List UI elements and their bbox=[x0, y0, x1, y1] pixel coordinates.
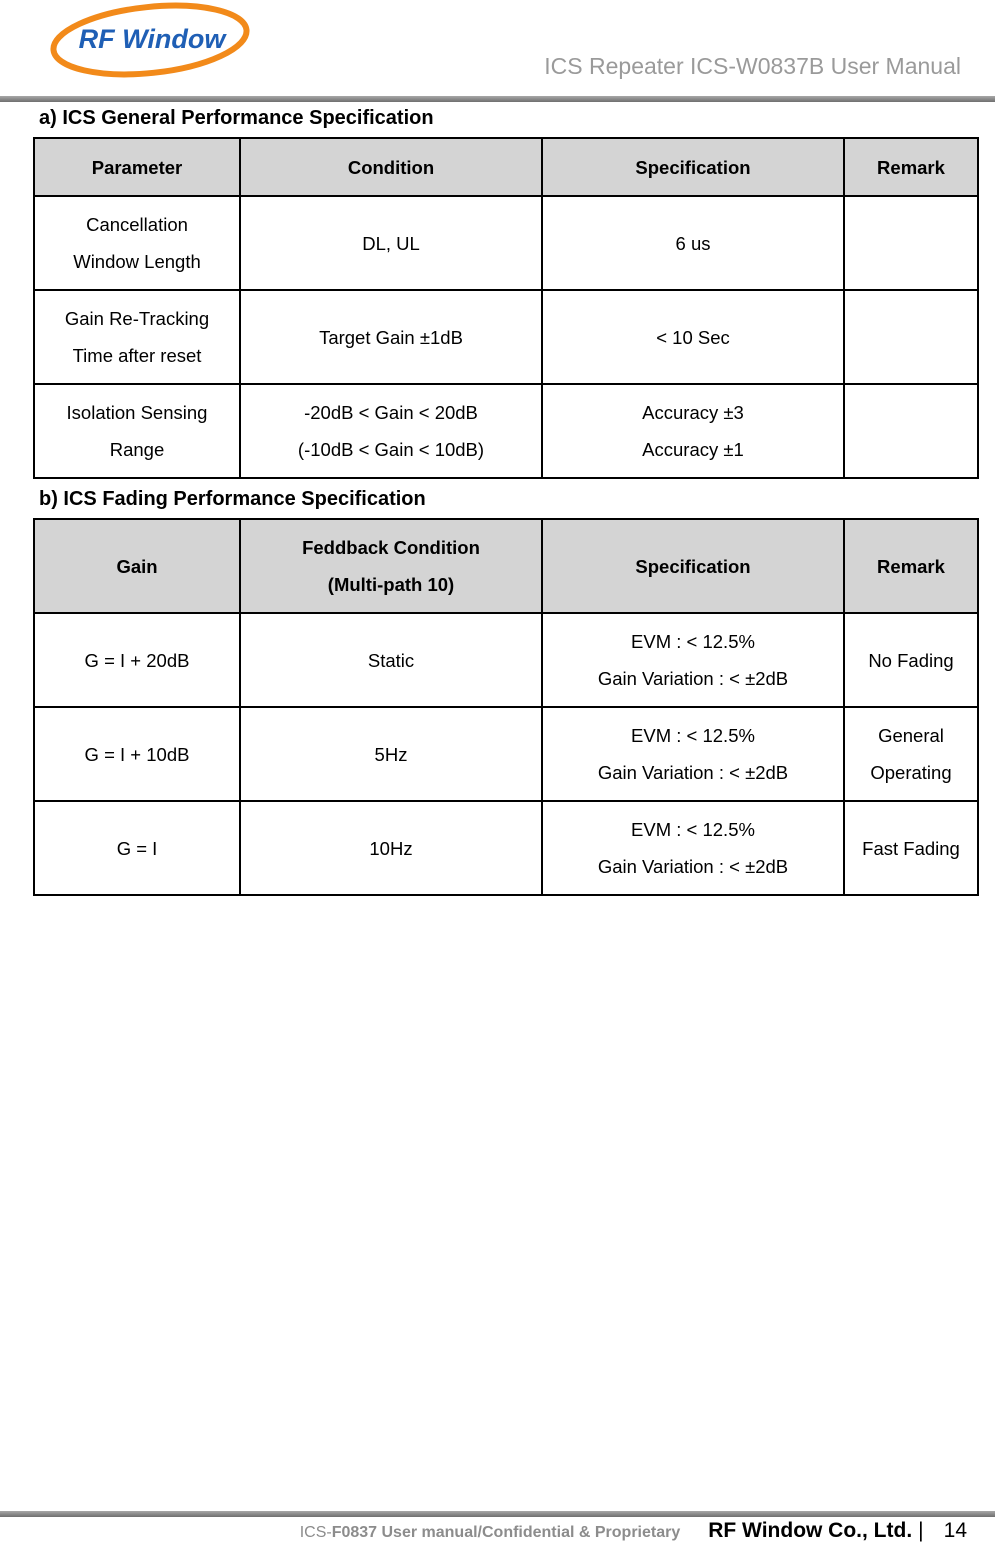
table-cell: Fast Fading bbox=[844, 801, 978, 895]
table-cell: General Operating bbox=[844, 707, 978, 801]
table-cell: Cancellation Window Length bbox=[34, 196, 240, 290]
header-divider bbox=[0, 96, 995, 102]
table-cell bbox=[844, 290, 978, 384]
table-cell: DL, UL bbox=[240, 196, 542, 290]
table-cell: Gain Re-Tracking Time after reset bbox=[34, 290, 240, 384]
company-logo bbox=[50, 2, 255, 80]
table-cell bbox=[844, 384, 978, 478]
column-header: Remark bbox=[844, 138, 978, 196]
table-cell: EVM : < 12.5% Gain Variation : < ±2dB bbox=[542, 613, 844, 707]
table-header-row bbox=[34, 138, 978, 196]
table-cell: Accuracy ±3 Accuracy ±1 bbox=[542, 384, 844, 478]
logo-text: RF Window bbox=[78, 24, 226, 54]
fading-spec-table bbox=[33, 518, 979, 896]
general-spec-table bbox=[33, 137, 979, 479]
footer-company-name: RF Window Co., Ltd. bbox=[708, 1519, 913, 1542]
table-cell: EVM : < 12.5% Gain Variation : < ±2dB bbox=[542, 707, 844, 801]
table-row bbox=[34, 613, 978, 707]
table-cell: 10Hz bbox=[240, 801, 542, 895]
table-cell: Isolation Sensing Range bbox=[34, 384, 240, 478]
column-header: Remark bbox=[844, 519, 978, 613]
table-cell: G = I bbox=[34, 801, 240, 895]
table-cell bbox=[844, 196, 978, 290]
table-row bbox=[34, 707, 978, 801]
table-cell: G = I + 10dB bbox=[34, 707, 240, 801]
footer-document-label: ICS-F0837 User manual/Confidential & Proprietary bbox=[299, 1524, 681, 1541]
fading-spec-title: b) ICS Fading Performance Specification bbox=[39, 488, 426, 510]
column-header: Condition bbox=[240, 138, 542, 196]
table-cell: 5Hz bbox=[240, 707, 542, 801]
column-header: Feddback Condition (Multi-path 10) bbox=[240, 519, 542, 613]
table-row bbox=[34, 384, 978, 478]
table-row bbox=[34, 196, 978, 290]
table-cell: Target Gain ±1dB bbox=[240, 290, 542, 384]
column-header: Specification bbox=[542, 138, 844, 196]
table-cell: EVM : < 12.5% Gain Variation : < ±2dB bbox=[542, 801, 844, 895]
table-row bbox=[34, 801, 978, 895]
footer-divider bbox=[0, 1511, 995, 1517]
page-number: 14 bbox=[943, 1519, 967, 1542]
table-cell: < 10 Sec bbox=[542, 290, 844, 384]
table-cell: Static bbox=[240, 613, 542, 707]
table-cell: G = I + 20dB bbox=[34, 613, 240, 707]
manual-title: ICS Repeater ICS-W0837B User Manual bbox=[544, 53, 961, 79]
column-header: Parameter bbox=[34, 138, 240, 196]
footer-separator: | bbox=[918, 1519, 924, 1542]
table-cell: 6 us bbox=[542, 196, 844, 290]
table-cell: No Fading bbox=[844, 613, 978, 707]
column-header: Specification bbox=[542, 519, 844, 613]
column-header: Gain bbox=[34, 519, 240, 613]
table-row bbox=[34, 290, 978, 384]
page-footer bbox=[300, 1519, 967, 1543]
table-header-row bbox=[34, 519, 978, 613]
general-spec-title: a) ICS General Performance Specification bbox=[39, 107, 434, 129]
table-cell: -20dB < Gain < 20dB (-10dB < Gain < 10dB) bbox=[240, 384, 542, 478]
